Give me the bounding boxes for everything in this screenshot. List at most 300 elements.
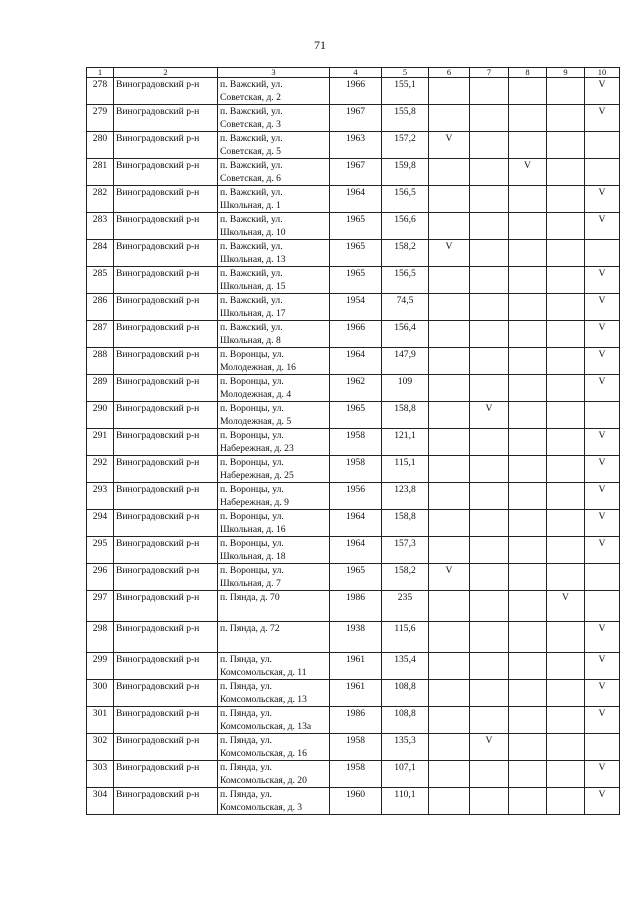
mark-cell-col-10: V <box>585 761 620 788</box>
district-cell: Виноградовский р-н <box>114 456 218 483</box>
mark-cell-col-6: V <box>429 564 470 591</box>
mark-cell-col-7 <box>470 591 509 622</box>
row-number-cell: 293 <box>87 483 114 510</box>
mark-cell-col-7 <box>470 132 509 159</box>
district-cell: Виноградовский р-н <box>114 348 218 375</box>
table-row <box>87 267 620 294</box>
address-cell <box>218 78 330 105</box>
year-cell: 1966 <box>330 78 382 105</box>
address-cell <box>218 402 330 429</box>
address-line-1: п. Пянда, д. 72 <box>220 623 280 634</box>
mark-cell-col-7 <box>470 788 509 815</box>
mark-cell-col-7 <box>470 294 509 321</box>
year-cell: 1965 <box>330 240 382 267</box>
mark-cell-col-10: V <box>585 105 620 132</box>
mark-cell-col-6 <box>429 622 470 653</box>
column-number-row <box>87 68 620 78</box>
area-cell: 156,4 <box>382 321 429 348</box>
mark-cell-col-8 <box>509 429 547 456</box>
district-cell: Виноградовский р-н <box>114 78 218 105</box>
table-row <box>87 707 620 734</box>
row-number-cell: 283 <box>87 213 114 240</box>
mark-cell-col-9 <box>547 78 585 105</box>
mark-cell-col-7 <box>470 375 509 402</box>
mark-cell-col-10 <box>585 591 620 622</box>
district-cell: Виноградовский р-н <box>114 510 218 537</box>
table-row <box>87 159 620 186</box>
mark-cell-col-9 <box>547 680 585 707</box>
mark-cell-col-10: V <box>585 456 620 483</box>
address-cell <box>218 483 330 510</box>
row-number-cell: 278 <box>87 78 114 105</box>
district-cell: Виноградовский р-н <box>114 622 218 653</box>
mark-cell-col-10: V <box>585 510 620 537</box>
address-line-1: п. Воронцы, ул. <box>220 430 284 441</box>
address-line-2: Комсомольская, д. 13 <box>220 694 307 705</box>
mark-cell-col-10 <box>585 564 620 591</box>
column-header: 10 <box>585 68 620 78</box>
mark-cell-col-10 <box>585 402 620 429</box>
district-cell: Виноградовский р-н <box>114 591 218 622</box>
mark-cell-col-6: V <box>429 132 470 159</box>
area-cell: 155,8 <box>382 105 429 132</box>
mark-cell-col-6 <box>429 267 470 294</box>
district-cell: Виноградовский р-н <box>114 653 218 680</box>
column-header: 4 <box>330 68 382 78</box>
mark-cell-col-10 <box>585 132 620 159</box>
mark-cell-col-8 <box>509 294 547 321</box>
mark-cell-col-6 <box>429 788 470 815</box>
mark-cell-col-8 <box>509 510 547 537</box>
mark-cell-col-9 <box>547 761 585 788</box>
year-cell: 1938 <box>330 622 382 653</box>
column-header: 7 <box>470 68 509 78</box>
table-row <box>87 680 620 707</box>
mark-cell-col-9 <box>547 788 585 815</box>
table-row <box>87 537 620 564</box>
mark-cell-col-9 <box>547 510 585 537</box>
area-cell: 156,5 <box>382 186 429 213</box>
area-cell: 158,2 <box>382 240 429 267</box>
address-cell <box>218 186 330 213</box>
address-line-1: п. Пянда, д. 70 <box>220 592 280 603</box>
mark-cell-col-6 <box>429 510 470 537</box>
row-number-cell: 302 <box>87 734 114 761</box>
year-cell: 1960 <box>330 788 382 815</box>
address-cell <box>218 213 330 240</box>
row-number-cell: 279 <box>87 105 114 132</box>
year-cell: 1986 <box>330 707 382 734</box>
table-row <box>87 213 620 240</box>
address-cell <box>218 240 330 267</box>
address-line-2: Школьная, д. 18 <box>220 551 286 562</box>
mark-cell-col-6 <box>429 483 470 510</box>
row-number-cell: 282 <box>87 186 114 213</box>
year-cell: 1954 <box>330 294 382 321</box>
year-cell: 1965 <box>330 213 382 240</box>
mark-cell-col-8 <box>509 105 547 132</box>
mark-cell-col-8 <box>509 707 547 734</box>
district-cell: Виноградовский р-н <box>114 761 218 788</box>
mark-cell-col-9 <box>547 105 585 132</box>
area-cell: 110,1 <box>382 788 429 815</box>
table-row <box>87 788 620 815</box>
column-header: 3 <box>218 68 330 78</box>
mark-cell-col-9 <box>547 734 585 761</box>
mark-cell-col-7 <box>470 622 509 653</box>
table-row <box>87 653 620 680</box>
address-line-2: Комсомольская, д. 11 <box>220 667 307 678</box>
mark-cell-col-9 <box>547 240 585 267</box>
year-cell: 1964 <box>330 510 382 537</box>
mark-cell-col-6 <box>429 348 470 375</box>
row-number-cell: 291 <box>87 429 114 456</box>
table-row <box>87 105 620 132</box>
mark-cell-col-9 <box>547 537 585 564</box>
address-line-2: Молодежная, д. 4 <box>220 389 292 400</box>
address-line-2: Советская, д. 2 <box>220 92 281 103</box>
area-cell: 158,2 <box>382 564 429 591</box>
mark-cell-col-6 <box>429 186 470 213</box>
mark-cell-col-8 <box>509 267 547 294</box>
mark-cell-col-6 <box>429 321 470 348</box>
address-cell <box>218 294 330 321</box>
mark-cell-col-10 <box>585 734 620 761</box>
area-cell: 156,5 <box>382 267 429 294</box>
address-cell <box>218 132 330 159</box>
column-header: 1 <box>87 68 114 78</box>
mark-cell-col-8 <box>509 186 547 213</box>
address-line-2: Школьная, д. 13 <box>220 254 286 265</box>
address-cell <box>218 429 330 456</box>
table-row <box>87 734 620 761</box>
address-line-1: п. Воронцы, ул. <box>220 403 284 414</box>
row-number-cell: 289 <box>87 375 114 402</box>
address-cell <box>218 653 330 680</box>
mark-cell-col-6: V <box>429 240 470 267</box>
mark-cell-col-9 <box>547 132 585 159</box>
address-cell <box>218 375 330 402</box>
address-cell <box>218 159 330 186</box>
address-line-2: Школьная, д. 15 <box>220 281 286 292</box>
address-line-2: Комсомольская, д. 20 <box>220 775 307 786</box>
address-line-1: п. Воронцы, ул. <box>220 457 284 468</box>
district-cell: Виноградовский р-н <box>114 294 218 321</box>
column-header: 8 <box>509 68 547 78</box>
district-cell: Виноградовский р-н <box>114 429 218 456</box>
mark-cell-col-8 <box>509 483 547 510</box>
page-number: 71 <box>314 38 326 52</box>
table-row <box>87 429 620 456</box>
table-row <box>87 294 620 321</box>
address-cell <box>218 622 330 653</box>
mark-cell-col-8 <box>509 591 547 622</box>
area-cell: 158,8 <box>382 510 429 537</box>
row-number-cell: 304 <box>87 788 114 815</box>
year-cell: 1958 <box>330 734 382 761</box>
area-cell: 135,3 <box>382 734 429 761</box>
column-header: 6 <box>429 68 470 78</box>
mark-cell-col-6 <box>429 456 470 483</box>
mark-cell-col-7 <box>470 680 509 707</box>
table-row <box>87 240 620 267</box>
column-header: 2 <box>114 68 218 78</box>
address-cell <box>218 707 330 734</box>
area-cell: 121,1 <box>382 429 429 456</box>
district-cell: Виноградовский р-н <box>114 537 218 564</box>
mark-cell-col-6 <box>429 680 470 707</box>
mark-cell-col-9 <box>547 429 585 456</box>
mark-cell-col-6 <box>429 159 470 186</box>
address-line-2: Советская, д. 3 <box>220 119 281 130</box>
mark-cell-col-8 <box>509 213 547 240</box>
mark-cell-col-6 <box>429 375 470 402</box>
mark-cell-col-8 <box>509 761 547 788</box>
area-cell: 235 <box>382 591 429 622</box>
mark-cell-col-10: V <box>585 213 620 240</box>
table-row <box>87 456 620 483</box>
mark-cell-col-7 <box>470 653 509 680</box>
column-header: 5 <box>382 68 429 78</box>
mark-cell-col-7 <box>470 510 509 537</box>
address-line-1: п. Воронцы, ул. <box>220 538 284 549</box>
table-row <box>87 321 620 348</box>
address-line-1: п. Пянда, ул. <box>220 681 272 692</box>
year-cell: 1965 <box>330 564 382 591</box>
mark-cell-col-9 <box>547 483 585 510</box>
table-row <box>87 564 620 591</box>
table-row <box>87 132 620 159</box>
area-cell: 115,1 <box>382 456 429 483</box>
mark-cell-col-9 <box>547 294 585 321</box>
row-number-cell: 298 <box>87 622 114 653</box>
address-line-2: Советская, д. 5 <box>220 146 281 157</box>
year-cell: 1956 <box>330 483 382 510</box>
address-line-1: п. Важский, ул. <box>220 322 283 333</box>
row-number-cell: 285 <box>87 267 114 294</box>
area-cell: 74,5 <box>382 294 429 321</box>
address-cell <box>218 761 330 788</box>
table-row <box>87 402 620 429</box>
area-cell: 155,1 <box>382 78 429 105</box>
address-line-2: Школьная, д. 1 <box>220 200 281 211</box>
address-line-2: Школьная, д. 10 <box>220 227 286 238</box>
district-cell: Виноградовский р-н <box>114 105 218 132</box>
mark-cell-col-6 <box>429 591 470 622</box>
mark-cell-col-9 <box>547 348 585 375</box>
mark-cell-col-6 <box>429 213 470 240</box>
mark-cell-col-7 <box>470 429 509 456</box>
address-cell <box>218 591 330 622</box>
address-line-1: п. Воронцы, ул. <box>220 511 284 522</box>
area-cell: 107,1 <box>382 761 429 788</box>
area-cell: 157,3 <box>382 537 429 564</box>
mark-cell-col-7 <box>470 267 509 294</box>
mark-cell-col-9 <box>547 159 585 186</box>
mark-cell-col-7 <box>470 348 509 375</box>
mark-cell-col-8 <box>509 78 547 105</box>
year-cell: 1964 <box>330 537 382 564</box>
mark-cell-col-7 <box>470 456 509 483</box>
year-cell: 1967 <box>330 159 382 186</box>
mark-cell-col-8 <box>509 537 547 564</box>
row-number-cell: 300 <box>87 680 114 707</box>
year-cell: 1966 <box>330 321 382 348</box>
mark-cell-col-7 <box>470 213 509 240</box>
table-row <box>87 186 620 213</box>
address-line-1: п. Воронцы, ул. <box>220 349 284 360</box>
address-line-2: Молодежная, д. 16 <box>220 362 296 373</box>
district-cell: Виноградовский р-н <box>114 707 218 734</box>
district-cell: Виноградовский р-н <box>114 680 218 707</box>
district-cell: Виноградовский р-н <box>114 213 218 240</box>
mark-cell-col-7 <box>470 186 509 213</box>
area-cell: 157,2 <box>382 132 429 159</box>
mark-cell-col-6 <box>429 105 470 132</box>
area-cell: 123,8 <box>382 483 429 510</box>
mark-cell-col-9 <box>547 622 585 653</box>
mark-cell-col-8 <box>509 734 547 761</box>
mark-cell-col-10: V <box>585 78 620 105</box>
district-cell: Виноградовский р-н <box>114 240 218 267</box>
area-cell: 147,9 <box>382 348 429 375</box>
mark-cell-col-7 <box>470 564 509 591</box>
area-cell: 158,8 <box>382 402 429 429</box>
year-cell: 1958 <box>330 456 382 483</box>
mark-cell-col-10: V <box>585 788 620 815</box>
mark-cell-col-10 <box>585 159 620 186</box>
mark-cell-col-8 <box>509 622 547 653</box>
table-row <box>87 761 620 788</box>
address-line-2: Набережная, д. 25 <box>220 470 294 481</box>
mark-cell-col-8 <box>509 788 547 815</box>
area-cell: 159,8 <box>382 159 429 186</box>
address-line-1: п. Важский, ул. <box>220 241 283 252</box>
area-cell: 135,4 <box>382 653 429 680</box>
mark-cell-col-10: V <box>585 622 620 653</box>
table-row <box>87 622 620 653</box>
mark-cell-col-6 <box>429 78 470 105</box>
area-cell: 109 <box>382 375 429 402</box>
mark-cell-col-9 <box>547 267 585 294</box>
year-cell: 1986 <box>330 591 382 622</box>
mark-cell-col-8 <box>509 132 547 159</box>
mark-cell-col-10: V <box>585 537 620 564</box>
mark-cell-col-6 <box>429 537 470 564</box>
mark-cell-col-8 <box>509 564 547 591</box>
row-number-cell: 303 <box>87 761 114 788</box>
table-row <box>87 483 620 510</box>
mark-cell-col-8 <box>509 321 547 348</box>
address-line-1: п. Важский, ул. <box>220 295 283 306</box>
address-line-1: п. Важский, ул. <box>220 79 283 90</box>
mark-cell-col-7 <box>470 483 509 510</box>
year-cell: 1961 <box>330 680 382 707</box>
mark-cell-col-6 <box>429 294 470 321</box>
address-line-2: Набережная, д. 9 <box>220 497 289 508</box>
mark-cell-col-8 <box>509 680 547 707</box>
address-cell <box>218 105 330 132</box>
mark-cell-col-8 <box>509 240 547 267</box>
mark-cell-col-10: V <box>585 680 620 707</box>
address-line-1: п. Пянда, ул. <box>220 735 272 746</box>
year-cell: 1967 <box>330 105 382 132</box>
address-line-1: п. Воронцы, ул. <box>220 565 284 576</box>
address-cell <box>218 267 330 294</box>
area-cell: 115,6 <box>382 622 429 653</box>
mark-cell-col-9 <box>547 653 585 680</box>
address-cell <box>218 456 330 483</box>
year-cell: 1958 <box>330 761 382 788</box>
mark-cell-col-9 <box>547 375 585 402</box>
mark-cell-col-7 <box>470 761 509 788</box>
row-number-cell: 297 <box>87 591 114 622</box>
address-line-1: п. Воронцы, ул. <box>220 376 284 387</box>
address-cell <box>218 321 330 348</box>
address-line-1: п. Пянда, ул. <box>220 762 272 773</box>
address-cell <box>218 348 330 375</box>
district-cell: Виноградовский р-н <box>114 788 218 815</box>
mark-cell-col-10: V <box>585 429 620 456</box>
mark-cell-col-8 <box>509 653 547 680</box>
mark-cell-col-8 <box>509 456 547 483</box>
district-cell: Виноградовский р-н <box>114 402 218 429</box>
mark-cell-col-7 <box>470 240 509 267</box>
mark-cell-col-7 <box>470 159 509 186</box>
mark-cell-col-10: V <box>585 653 620 680</box>
row-number-cell: 301 <box>87 707 114 734</box>
mark-cell-col-10: V <box>585 294 620 321</box>
mark-cell-col-8: V <box>509 159 547 186</box>
mark-cell-col-9 <box>547 402 585 429</box>
table-row <box>87 78 620 105</box>
address-line-1: п. Пянда, ул. <box>220 654 272 665</box>
year-cell: 1963 <box>330 132 382 159</box>
row-number-cell: 284 <box>87 240 114 267</box>
year-cell: 1965 <box>330 267 382 294</box>
row-number-cell: 287 <box>87 321 114 348</box>
address-line-2: Школьная, д. 17 <box>220 308 286 319</box>
address-line-1: п. Пянда, ул. <box>220 789 272 800</box>
mark-cell-col-9 <box>547 186 585 213</box>
address-line-2: Комсомольская, д. 3 <box>220 802 303 813</box>
district-cell: Виноградовский р-н <box>114 564 218 591</box>
mark-cell-col-10: V <box>585 321 620 348</box>
mark-cell-col-6 <box>429 653 470 680</box>
mark-cell-col-8 <box>509 375 547 402</box>
area-cell: 108,8 <box>382 707 429 734</box>
district-cell: Виноградовский р-н <box>114 267 218 294</box>
address-cell <box>218 788 330 815</box>
year-cell: 1964 <box>330 348 382 375</box>
mark-cell-col-7: V <box>470 402 509 429</box>
address-line-1: п. Важский, ул. <box>220 106 283 117</box>
address-cell <box>218 510 330 537</box>
mark-cell-col-9 <box>547 213 585 240</box>
table-row <box>87 348 620 375</box>
mark-cell-col-10: V <box>585 267 620 294</box>
district-cell: Виноградовский р-н <box>114 483 218 510</box>
address-line-1: п. Важский, ул. <box>220 160 283 171</box>
address-cell <box>218 680 330 707</box>
row-number-cell: 296 <box>87 564 114 591</box>
mark-cell-col-10: V <box>585 483 620 510</box>
address-line-2: Советская, д. 6 <box>220 173 281 184</box>
district-cell: Виноградовский р-н <box>114 132 218 159</box>
mark-cell-col-10: V <box>585 186 620 213</box>
district-cell: Виноградовский р-н <box>114 375 218 402</box>
year-cell: 1965 <box>330 402 382 429</box>
